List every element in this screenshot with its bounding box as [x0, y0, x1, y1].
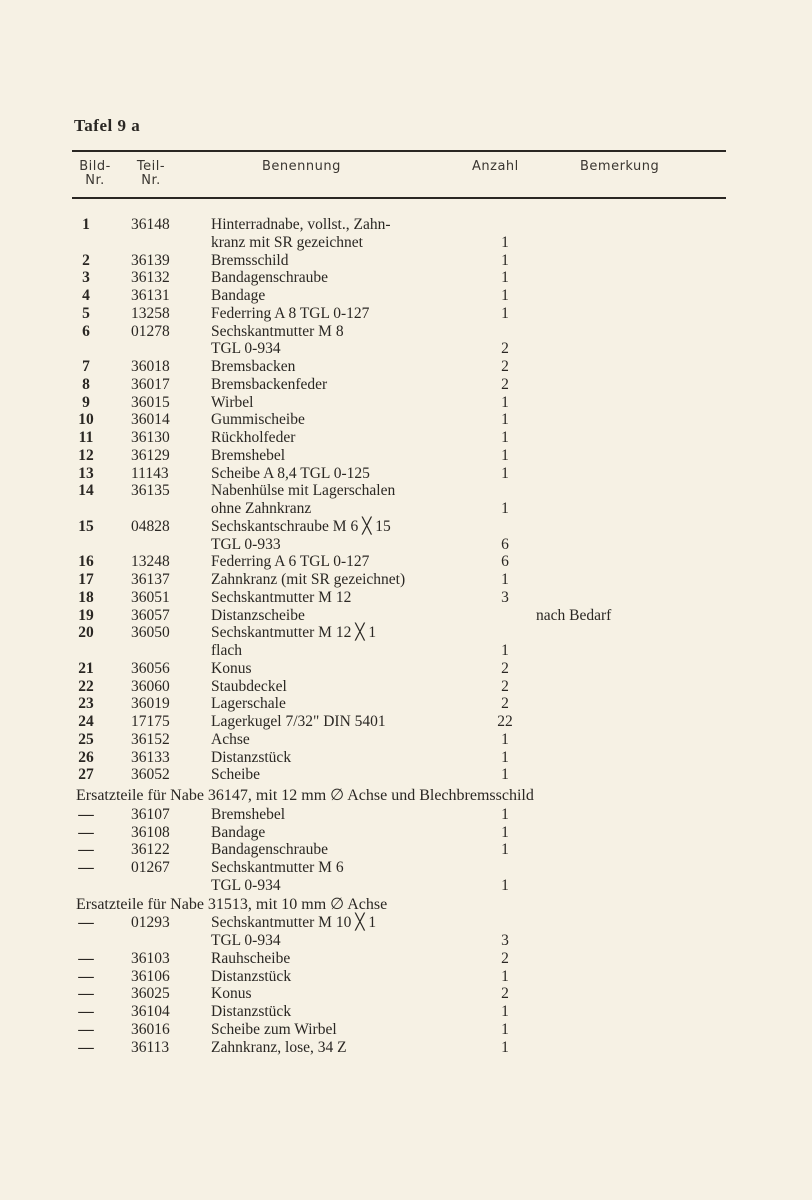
table-row [0, 985, 812, 1003]
anzahl: 1 [501, 748, 509, 766]
bild-nr: 16 [78, 553, 94, 571]
table-row [0, 731, 812, 749]
anzahl: 1 [501, 233, 509, 251]
benennung: Bremshebel [211, 446, 286, 464]
teil-nr: 36107 [131, 805, 170, 823]
bild-nr: 12 [78, 446, 94, 464]
header-rule-bottom [72, 197, 726, 199]
teil-nr: 13258 [131, 304, 170, 322]
table-row [0, 1003, 812, 1021]
anzahl: 3 [501, 932, 509, 949]
table-row [0, 589, 812, 607]
benennung: Bremsbackenfeder [211, 375, 328, 393]
anzahl: 1 [501, 730, 509, 748]
table-row [0, 323, 812, 341]
benennung: Zahnkranz, lose, 34 Z [211, 1038, 347, 1056]
table-row [0, 660, 812, 678]
page-title: Tafel 9 a [74, 116, 141, 135]
teil-nr: 36019 [131, 695, 170, 713]
table-row [0, 394, 812, 412]
benennung: ohne Zahnkranz [211, 500, 312, 517]
teil-nr: 36015 [131, 393, 170, 411]
table-row [0, 358, 812, 376]
teil-nr: 04828 [131, 517, 170, 535]
table-row [0, 968, 812, 986]
teil-nr: 01278 [131, 322, 170, 340]
bild-nr: — [78, 823, 94, 841]
bild-nr: 11 [78, 429, 94, 446]
teil-nr: 36014 [131, 411, 170, 429]
bild-nr: 21 [78, 659, 94, 677]
benennung: Distanzstück [211, 967, 292, 985]
anzahl: 1 [501, 500, 509, 517]
bild-nr: 1 [82, 216, 90, 233]
section-title: Ersatzteile für Nabe 36147, mit 12 mm ∅ Achse und Blechbremsschild [76, 787, 534, 804]
anzahl: 1 [501, 1038, 509, 1056]
bild-nr: 20 [78, 624, 94, 642]
anzahl: 1 [501, 464, 509, 482]
bild-nr: 19 [78, 606, 94, 624]
teil-nr: 36103 [131, 949, 170, 967]
table-row [0, 932, 812, 950]
teil-nr: 36132 [131, 269, 170, 287]
benennung: Konus [211, 985, 252, 1003]
anzahl: 1 [501, 446, 509, 464]
teil-nr: 36017 [131, 375, 170, 393]
anzahl: 2 [501, 659, 509, 677]
benennung: Bandagenschraube [211, 841, 329, 859]
teil-nr: 36018 [131, 358, 170, 375]
anzahl: 1 [501, 1020, 509, 1038]
table-row [0, 553, 812, 571]
table-row [0, 642, 812, 660]
bild-nr: 24 [78, 713, 94, 730]
bild-nr: 23 [78, 695, 94, 713]
table-row [0, 841, 812, 859]
anzahl: 1 [501, 287, 509, 304]
benennung: Rauhscheibe [211, 949, 291, 967]
benennung: Federring A 6 TGL 0-127 [211, 553, 370, 571]
bild-nr: — [78, 914, 94, 932]
bild-nr: 13 [78, 464, 94, 482]
benennung: Bandagenschraube [211, 269, 329, 287]
benennung: Distanzstück [211, 748, 292, 766]
header-benennung: Benennung [262, 159, 341, 174]
anzahl: 6 [501, 535, 509, 553]
teil-nr: 01293 [131, 914, 170, 932]
teil-nr: 36135 [131, 482, 170, 500]
benennung: Distanzscheibe [211, 606, 305, 624]
table-row [0, 695, 812, 713]
teil-nr: 11143 [131, 464, 169, 482]
anzahl: 22 [497, 713, 513, 730]
header-rule-top [72, 150, 726, 152]
benennung: Bremshebel [211, 805, 286, 823]
anzahl: 6 [501, 553, 509, 571]
table-row [0, 571, 812, 589]
table-row [0, 607, 812, 625]
bild-nr: 8 [82, 375, 90, 393]
table-row [0, 482, 812, 500]
table-row [0, 429, 812, 447]
teil-nr: 36139 [131, 251, 170, 269]
table-row [0, 877, 812, 895]
benennung: Rückholfeder [211, 429, 296, 446]
teil-nr: 36051 [131, 588, 170, 606]
benennung: Hinterradnabe, vollst., Zahn- [211, 216, 391, 233]
table-row [0, 1021, 812, 1039]
anzahl: 1 [501, 304, 509, 322]
teil-nr: 36130 [131, 429, 170, 446]
header-teil-nr: Teil- Nr. [136, 159, 166, 188]
table-row [0, 536, 812, 554]
benennung: Scheibe zum Wirbel [211, 1020, 337, 1038]
teil-nr: 36122 [131, 841, 170, 859]
anzahl: 1 [501, 411, 509, 429]
teil-nr: 17175 [131, 713, 170, 730]
table-row [0, 411, 812, 429]
benennung: Bandage [211, 823, 266, 841]
teil-nr: 36056 [131, 659, 170, 677]
benennung: kranz mit SR gezeichnet [211, 233, 363, 251]
table-row [0, 624, 812, 642]
anzahl: 2 [501, 375, 509, 393]
table-row [0, 216, 812, 234]
bild-nr: — [78, 841, 94, 859]
bild-nr: 3 [82, 269, 90, 287]
benennung: Bandage [211, 287, 266, 304]
benennung: Lagerschale [211, 695, 286, 713]
teil-nr: 36060 [131, 677, 170, 695]
table-row [0, 749, 812, 767]
table-row [0, 518, 812, 536]
teil-nr: 36025 [131, 985, 170, 1003]
anzahl: 1 [501, 766, 509, 784]
section-title: Ersatzteile für Nabe 31513, mit 10 mm ∅ Achse [76, 895, 388, 913]
teil-nr: 36137 [131, 571, 170, 588]
table-row [0, 465, 812, 483]
benennung: TGL 0-934 [211, 876, 281, 894]
anzahl: 2 [501, 358, 509, 375]
table-row [0, 269, 812, 287]
anzahl: 1 [501, 642, 509, 659]
teil-nr: 01267 [131, 859, 170, 876]
header-bild-nr: Bild- Nr. [79, 159, 111, 188]
teil-nr: 13248 [131, 553, 170, 571]
benennung: TGL 0-934 [211, 932, 281, 949]
benennung: Scheibe [211, 766, 261, 784]
bild-nr: — [78, 1020, 94, 1038]
anzahl: 1 [501, 429, 509, 446]
table-row [0, 1039, 812, 1057]
table-row [0, 678, 812, 696]
teil-nr: 36129 [131, 446, 170, 464]
table-row [0, 806, 812, 824]
bild-nr: — [78, 967, 94, 985]
benennung: Achse [211, 730, 250, 748]
bild-nr: 18 [78, 588, 94, 606]
benennung: Wirbel [211, 393, 254, 411]
bild-nr: 25 [78, 730, 94, 748]
anzahl: 1 [501, 1003, 509, 1020]
bild-nr: 10 [78, 411, 94, 429]
benennung: Gummischeibe [211, 411, 305, 429]
header-bemerkung: Bemerkung [580, 159, 660, 174]
teil-nr: 36133 [131, 748, 170, 766]
bild-nr: — [78, 805, 94, 823]
teil-nr: 36108 [131, 823, 170, 841]
bild-nr: 9 [82, 393, 90, 411]
anzahl: 3 [501, 588, 509, 606]
benennung: Sechskantmutter M 10 ╳ 1 [211, 914, 377, 932]
table-row [0, 376, 812, 394]
teil-nr: 36106 [131, 967, 170, 985]
table-row [0, 305, 812, 323]
benennung: Sechskantschraube M 6 ╳ 15 [211, 517, 391, 535]
anzahl: 2 [501, 985, 509, 1003]
anzahl: 1 [501, 393, 509, 411]
bild-nr: 15 [78, 517, 94, 535]
anzahl: 1 [501, 269, 509, 287]
benennung: Sechskantmutter M 12 ╳ 1 [211, 624, 377, 642]
table-row [0, 234, 812, 252]
benennung: TGL 0-934 [211, 340, 281, 358]
table-row [0, 766, 812, 784]
teil-nr: 36113 [131, 1038, 170, 1056]
anzahl: 1 [501, 251, 509, 269]
bild-nr: 6 [82, 322, 90, 340]
table-row [0, 447, 812, 465]
benennung: Sechskantmutter M 12 [211, 588, 352, 606]
table-row [0, 914, 812, 932]
table-row [0, 287, 812, 305]
anzahl: 1 [501, 571, 509, 588]
teil-nr: 36148 [131, 216, 170, 233]
benennung: TGL 0-933 [211, 535, 281, 553]
anzahl: 2 [501, 949, 509, 967]
bild-nr: 22 [78, 677, 94, 695]
benennung: Sechskantmutter M 8 [211, 322, 344, 340]
bild-nr: 17 [78, 571, 94, 588]
benennung: Staubdeckel [211, 677, 287, 695]
bild-nr: 26 [78, 748, 94, 766]
bild-nr: — [78, 949, 94, 967]
benennung: Sechskantmutter M 6 [211, 859, 344, 876]
benennung: Scheibe A 8,4 TGL 0-125 [211, 464, 370, 482]
anzahl: 1 [501, 967, 509, 985]
table-row [0, 252, 812, 270]
anzahl: 2 [501, 695, 509, 713]
bild-nr: — [78, 1038, 94, 1056]
teil-nr: 36050 [131, 624, 170, 642]
benennung: Bremsschild [211, 251, 289, 269]
bild-nr: — [78, 1003, 94, 1020]
teil-nr: 36052 [131, 766, 170, 784]
benennung: flach [211, 642, 242, 659]
teil-nr: 36152 [131, 730, 170, 748]
anzahl: 2 [501, 340, 509, 358]
bild-nr: 5 [82, 304, 90, 322]
bild-nr: 7 [82, 358, 90, 375]
bemerkung: nach Bedarf [536, 606, 612, 624]
teil-nr: 36016 [131, 1020, 170, 1038]
bild-nr: 14 [78, 482, 94, 500]
anzahl: 1 [501, 805, 509, 823]
bild-nr: — [78, 859, 94, 876]
benennung: Nabenhülse mit Lagerschalen [211, 482, 396, 500]
bild-nr: 4 [82, 287, 90, 304]
bild-nr: 2 [82, 251, 90, 269]
teil-nr: 36057 [131, 606, 170, 624]
table-row [0, 950, 812, 968]
teil-nr: 36131 [131, 287, 170, 304]
anzahl: 2 [501, 677, 509, 695]
bild-nr: — [78, 985, 94, 1003]
anzahl: 1 [501, 823, 509, 841]
benennung: Federring A 8 TGL 0-127 [211, 304, 370, 322]
header-anzahl: Anzahl [472, 159, 519, 174]
table-row [0, 500, 812, 518]
bild-nr: 27 [78, 766, 94, 784]
teil-nr: 36104 [131, 1003, 170, 1020]
benennung: Konus [211, 659, 252, 677]
benennung: Distanzstück [211, 1003, 292, 1020]
anzahl: 1 [501, 841, 509, 859]
anzahl: 1 [501, 876, 509, 894]
table-row [0, 824, 812, 842]
benennung: Zahnkranz (mit SR gezeichnet) [211, 571, 406, 588]
table-row [0, 713, 812, 731]
table-row [0, 859, 812, 877]
benennung: Bremsbacken [211, 358, 296, 375]
benennung: Lagerkugel 7/32" DIN 5401 [211, 713, 386, 730]
table-row [0, 340, 812, 358]
